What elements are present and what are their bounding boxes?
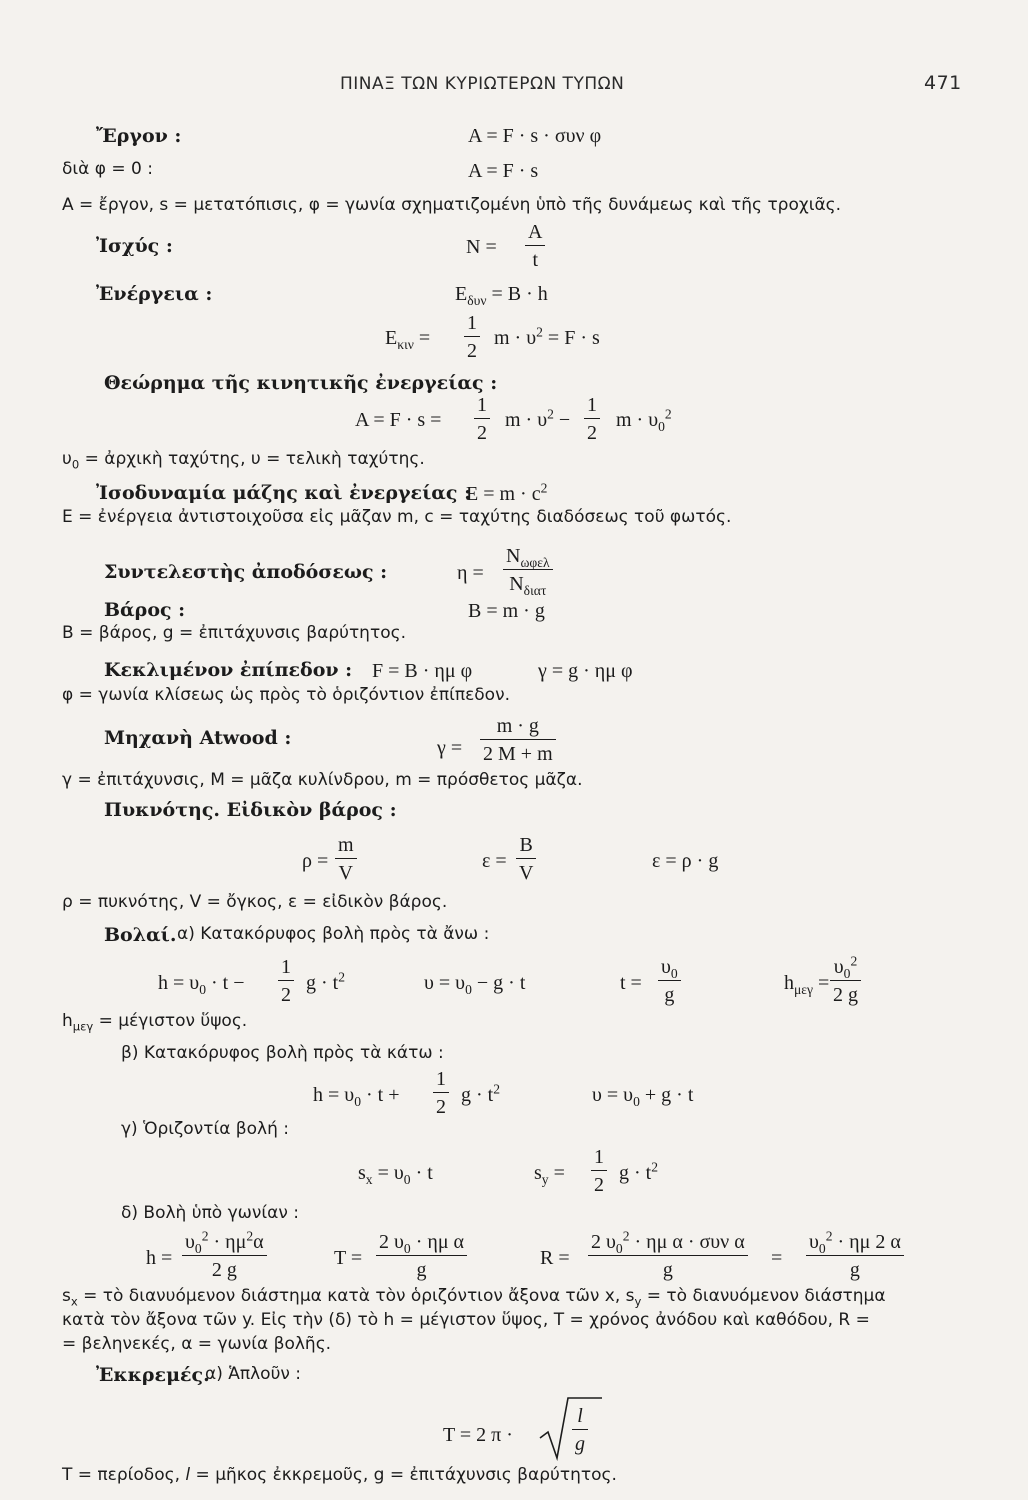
efficiency-fraction	[503, 545, 553, 598]
density-den: V	[338, 862, 353, 884]
angled-T-lhs: T =	[334, 1247, 363, 1269]
angled-h-den: 2 g	[211, 1259, 237, 1281]
vertical-up-title: α) Κατακόρυφος βολὴ πρὸς τὰ ἄνω :	[177, 924, 490, 944]
vertical-up-height-lhs: $h = \upsilon_0 \cdot t$ −	[158, 972, 245, 997]
vertical-up-time-lhs: t =	[620, 972, 642, 994]
pendulum-legend: T = περίοδος, l = μῆκος ἐκκρεμοῦς, g = ἐπιτάχυνσις βαρύτητος.	[62, 1465, 617, 1485]
pendulum-den: g	[575, 1433, 585, 1455]
mass-energy-legend: E = ἐνέργεια ἀντιστοιχοῦσα εἰς μᾶζαν m, c = ταχύτης διαδόσεως τοῦ φωτός.	[62, 507, 732, 527]
power-lhs: N =	[466, 236, 497, 258]
specific-weight-fraction	[516, 835, 536, 883]
angled-T-num: 2 $\upsilon_0 \cdot \eta\mu$ α	[376, 1232, 467, 1256]
efficiency-den: $N_{\delta\iota\alpha\tau}$	[509, 573, 547, 598]
work-equation-simplified: A = F · s	[468, 160, 539, 182]
density-fraction	[335, 835, 357, 883]
angled-legend-line2: κατὰ τὸν ἄξονα τῶν y. Εἰς τὴν (δ) τὸ h = μέγιστον ὕψος, T = χρόνος ἀνόδου καὶ καθόδου, R =	[62, 1310, 870, 1330]
atwood-legend: γ = ἐπιτάχυνσις, M = μᾶζα κυλίνδρου, m = πρόσθετος μᾶζα.	[62, 770, 583, 790]
theorem-f1-num: 1	[474, 395, 490, 419]
theorem-fraction-2	[584, 395, 600, 443]
kinetic-energy-fraction	[464, 313, 480, 361]
horizontal-sy-lhs: $s_y$ =	[534, 1162, 565, 1187]
work-legend: A = ἔργον, s = μετατόπισις, φ = γωνία σχηματιζομένη ὑπὸ τῆς δυνάμεως καὶ τῆς τροχιᾶς.	[62, 195, 842, 215]
running-header: ΠΙΝΑΞ ΤΩΝ ΚΥΡΙΩΤΕΡΩΝ ΤΥΠΩΝ	[340, 74, 625, 94]
max-height-legend: $h_{\mu\varepsilon\gamma} = \mu έ\gamma\iota\sigma\tau o\nu$ ὕψος.	[62, 1011, 248, 1034]
inclined-plane-force-eq: F = B · ημ φ	[372, 660, 473, 682]
horizontal-title: γ) Ὁριζοντία βολή :	[121, 1119, 290, 1139]
density-lhs: ρ =	[302, 850, 329, 872]
efficiency-label: Συντελεστὴς ἀποδόσεως :	[104, 561, 388, 583]
atwood-num: m · g	[480, 716, 556, 740]
weight-label: Βάρος :	[104, 599, 186, 621]
angled-R-fraction-1	[588, 1228, 748, 1281]
angled-R2-den: g	[849, 1259, 860, 1281]
angled-legend-line3: = βεληνεκές, α = γωνία βολῆς.	[62, 1334, 332, 1354]
energy-label: Ἐνέργεια :	[96, 283, 213, 305]
vertical-down-velocity-eq: $\upsilon = \upsilon_0 + g \cdot t$	[592, 1084, 694, 1109]
vertical-up-max-height-lhs: $h_{\mu\varepsilon\gamma}$ =	[784, 972, 830, 997]
angled-legend-line1: $s_x$ = τὸ διανυόμενον διάστημα κατὰ τὸν ὁριζόντιον ἄξονα τῶν x, $s_y$ = τὸ διανυόμενον διάστημα	[62, 1286, 886, 1309]
atwood-den: 2 M + m	[483, 743, 553, 765]
inclined-plane-accel-eq: γ = g · ημ φ	[538, 660, 633, 682]
horizontal-sx-eq: $s_x = \upsilon_0 \cdot t$	[358, 1162, 433, 1187]
work-energy-theorem-label: Θεώρημα τῆς κινητικῆς ἐνεργείας :	[104, 372, 498, 394]
angled-h-num: $\upsilon_0^2 \cdot \eta\mu^2\alpha$	[182, 1232, 267, 1256]
efficiency-lhs: η =	[457, 562, 484, 584]
angled-R1-den: g	[662, 1259, 673, 1281]
work-condition-label: διὰ φ = 0 :	[62, 159, 153, 179]
theorem-f1-den: 2	[477, 422, 487, 444]
simple-pendulum-title: α) Ἁπλοῦν :	[205, 1364, 302, 1384]
mass-energy-eq: $E = m \cdot c^2$	[466, 480, 548, 505]
weight-legend: B = βάρος, g = ἐπιτάχυνσις βαρύτητος.	[62, 623, 406, 643]
vertical-up-time-fraction	[658, 957, 681, 1005]
pendulum-fraction	[572, 1406, 588, 1454]
atwood-label: Μηχανὴ Atwood :	[104, 727, 292, 749]
vu-hm-den: 2 g	[833, 984, 858, 1006]
pendulum-label: Ἐκκρεμές.	[96, 1364, 210, 1386]
theorem-rhs: $m \cdot \upsilon_0^2$	[616, 406, 672, 434]
specific-weight-num: B	[516, 835, 536, 859]
square-root-sign	[538, 1394, 604, 1464]
vertical-down-height-fraction	[433, 1069, 449, 1117]
vertical-down-height-lhs: $h = \upsilon_0 \cdot t$ +	[313, 1084, 400, 1109]
angled-R1-num: 2 $\upsilon_0^2 \cdot \eta\mu$ α · συν α	[588, 1232, 748, 1256]
theorem-f2-num: 1	[584, 395, 600, 419]
efficiency-num: $N_{\omega\varphi\varepsilon\lambda}$	[503, 546, 553, 570]
angled-title: δ) Βολὴ ὑπὸ γωνίαν :	[121, 1203, 299, 1223]
kinetic-energy-lhs: $E_{\kappa\iota\nu}$ =	[385, 327, 431, 352]
vertical-up-max-height-fraction	[830, 953, 861, 1006]
vertical-up-velocity-eq: $\upsilon = \upsilon_0 - g \cdot t$	[424, 972, 526, 997]
specific-weight-eq: ε = ρ · g	[652, 850, 719, 872]
pendulum-num: l	[572, 1406, 588, 1430]
weight-eq: B = m · g	[468, 600, 545, 622]
angled-R-equals: =	[771, 1247, 783, 1269]
vertical-down-title: β) Κατακόρυφος βολὴ πρὸς τὰ κάτω :	[121, 1043, 444, 1063]
vu-t-den: g	[664, 984, 675, 1006]
angled-R2-num: $\upsilon_0^2 \cdot \eta\mu$ 2 α	[806, 1232, 904, 1256]
vertical-up-height-fraction	[278, 957, 294, 1005]
power-fraction	[525, 222, 545, 270]
vu-h-den: 2	[281, 984, 291, 1006]
angled-R-fraction-2	[806, 1228, 904, 1281]
page-number: 471	[924, 72, 962, 94]
horizontal-sy-fraction	[591, 1147, 607, 1195]
angled-T-fraction	[376, 1232, 467, 1280]
inclined-plane-label: Κεκλιμένον ἐπίπεδον :	[104, 659, 353, 681]
angled-h-fraction	[182, 1228, 267, 1281]
density-legend: ρ = πυκνότης, V = ὄγκος, ε = εἰδικὸν βάρος.	[62, 892, 448, 912]
specific-weight-den: V	[519, 862, 534, 884]
atwood-lhs: γ =	[437, 737, 463, 759]
theorem-mid: $m \cdot \upsilon^2$ −	[505, 406, 571, 431]
power-label: Ἰσχύς :	[96, 235, 173, 257]
work-label: Ἔργον :	[96, 125, 182, 147]
pendulum-lhs: T = 2 π ·	[443, 1424, 513, 1446]
vd-h-den: 2	[436, 1096, 446, 1118]
kinetic-den: 2	[467, 340, 477, 362]
kinetic-num: 1	[464, 313, 480, 337]
projectiles-label: Βολαί.	[104, 924, 177, 946]
potential-energy-eq: $E_{\delta\upsilon\nu} = B \cdot h$	[455, 283, 548, 308]
angled-h-lhs: h =	[146, 1247, 173, 1269]
angled-R-lhs: R =	[540, 1247, 570, 1269]
theorem-lhs: A = F · s =	[355, 409, 442, 431]
inclined-plane-legend: φ = γωνία κλίσεως ὡς πρὸς τὸ ὁριζόντιον ἐπίπεδον.	[62, 685, 510, 705]
power-den: t	[532, 249, 538, 271]
vu-h-num: 1	[278, 957, 294, 981]
h-sy-den: 2	[594, 1174, 604, 1196]
mass-energy-label: Ἰσοδυναμία μάζης καὶ ἐνεργείας :	[96, 482, 472, 504]
density-label: Πυκνότης. Εἰδικὸν βάρος :	[104, 799, 397, 821]
work-equation: A = F · s · συν φ	[468, 125, 602, 147]
vd-h-num: 1	[433, 1069, 449, 1093]
theorem-f2-den: 2	[587, 422, 597, 444]
angled-T-den: g	[416, 1259, 427, 1281]
theorem-fraction-1	[474, 395, 490, 443]
density-num: m	[335, 835, 357, 859]
theorem-legend: $\upsilon_0$ = ἀρχικὴ ταχύτης, υ = τελικὴ ταχύτης.	[62, 449, 425, 472]
power-num: A	[525, 222, 545, 246]
kinetic-energy-rhs: $m \cdot \upsilon^2 = F \cdot s$	[494, 324, 600, 349]
vertical-down-height-rhs: $g \cdot t^2$	[461, 1081, 501, 1106]
horizontal-sy-rhs: $g \cdot t^2$	[619, 1159, 659, 1184]
vu-t-num: $\upsilon_0$	[658, 957, 681, 981]
vertical-up-height-rhs: $g \cdot t^2$	[306, 969, 346, 994]
specific-weight-lhs: ε =	[482, 850, 507, 872]
h-sy-num: 1	[591, 1147, 607, 1171]
atwood-fraction	[480, 716, 556, 764]
vu-hm-num: $\upsilon_0^2$	[830, 957, 861, 981]
